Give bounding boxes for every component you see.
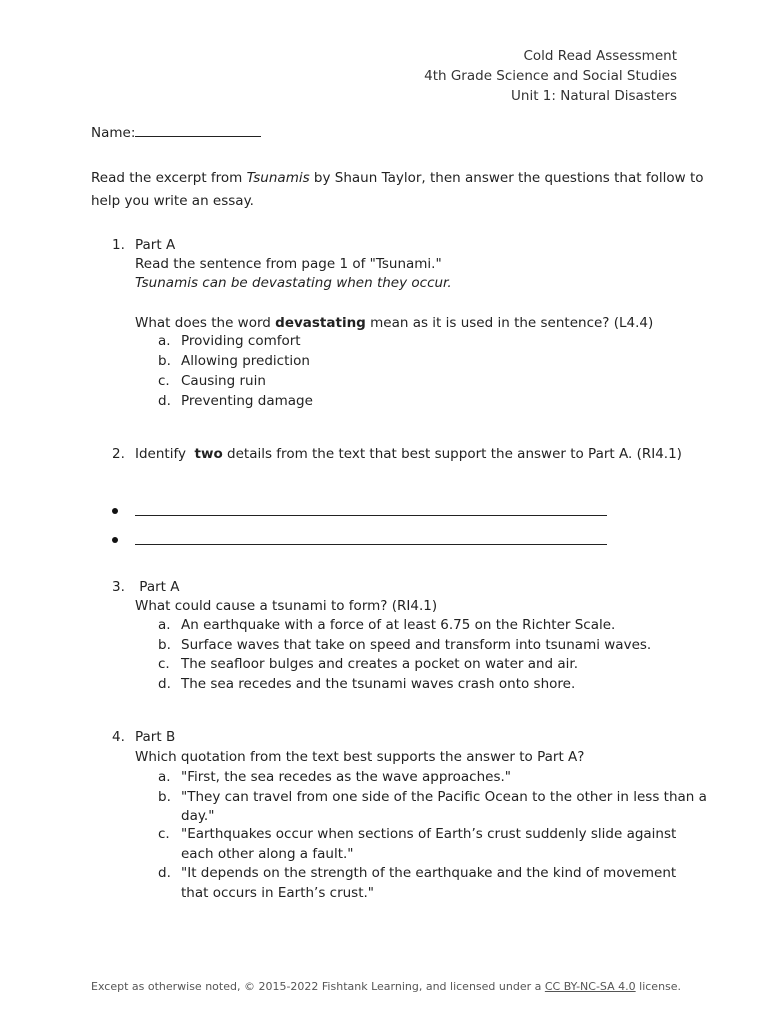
- option-letter: a.: [158, 617, 171, 633]
- question-prompt: [135, 313, 653, 333]
- prompt-text-start: What does the word: [135, 315, 276, 331]
- option-letter: b.: [158, 637, 171, 653]
- option-text-continued: each other along a fault.": [181, 846, 354, 862]
- question-number: 2.: [112, 446, 125, 462]
- name-label: Name:: [91, 125, 136, 141]
- intro-line-1: [91, 168, 704, 188]
- option-text: "It depends on the strength of the earthquake and the kind of movement: [181, 865, 677, 881]
- option-letter: d.: [158, 393, 171, 409]
- prompt-text-start: Identify: [135, 446, 195, 462]
- question-part-label: Part B: [135, 729, 176, 745]
- option-letter: d.: [158, 676, 171, 692]
- option-letter: c.: [158, 373, 170, 389]
- option-letter: b.: [158, 789, 171, 805]
- option-text-continued: day.": [181, 808, 215, 824]
- question-prompt: What could cause a tsunami to form? (RI4.1): [135, 598, 438, 614]
- header-course: 4th Grade Science and Social Studies: [424, 68, 677, 84]
- intro-line-2: help you write an essay.: [91, 193, 254, 209]
- option-text: The sea recedes and the tsunami waves crash onto shore.: [181, 676, 576, 692]
- prompt-text-end: details from the text that best support the answer to Part A. (RI4.1): [222, 446, 682, 462]
- prompt-text-end: mean as it is used in the sentence? (L4.4): [365, 315, 654, 331]
- answer-line-2[interactable]: [135, 544, 607, 545]
- question-number: 1.: [112, 237, 125, 253]
- question-number: 3.: [112, 579, 125, 595]
- option-text: "They can travel from one side of the Pacific Ocean to the other in less than a: [181, 789, 707, 805]
- option-letter: d.: [158, 865, 171, 881]
- option-text: An earthquake with a force of at least 6.75 on the Richter Scale.: [181, 617, 616, 633]
- footer-text-start: Except as otherwise noted, © 2015-2022 Fishtank Learning, and licensed under a: [91, 980, 545, 993]
- question-instruction: Read the sentence from page 1 of "Tsunami.": [135, 256, 442, 272]
- quoted-sentence: [135, 273, 452, 293]
- option-letter: c.: [158, 656, 170, 672]
- option-text: The seafloor bulges and creates a pocket on water and air.: [181, 656, 579, 672]
- bullet-icon: [112, 537, 118, 543]
- option-letter: a.: [158, 769, 171, 785]
- option-letter: c.: [158, 826, 170, 842]
- intro-text-start: Read the excerpt from: [91, 170, 247, 186]
- bullet-icon: [112, 508, 118, 514]
- option-text: Allowing prediction: [181, 353, 310, 369]
- license-link[interactable]: CC BY-NC-SA 4.0: [544, 980, 636, 993]
- license-footer: [91, 979, 681, 995]
- header-assessment-title: Cold Read Assessment: [523, 48, 677, 64]
- question-number: 4.: [112, 729, 125, 745]
- question-prompt: Which quotation from the text best supports the answer to Part A?: [135, 749, 585, 765]
- intro-text-end: by Shaun Taylor, then answer the questions that follow to: [309, 170, 704, 186]
- option-text: Causing ruin: [181, 373, 266, 389]
- option-text-continued: that occurs in Earth’s crust.": [181, 885, 375, 901]
- question-part-label: Part A: [135, 579, 180, 595]
- option-text: Surface waves that take on speed and transform into tsunami waves.: [181, 637, 652, 653]
- option-text: "First, the sea recedes as the wave approaches.": [181, 769, 511, 785]
- question-part-label: Part A: [135, 237, 176, 253]
- emphasis-word: two: [194, 446, 223, 462]
- name-field: [91, 123, 261, 143]
- option-text: "Earthquakes occur when sections of Earth’s crust suddenly slide against: [181, 826, 677, 842]
- name-blank-line[interactable]: [135, 123, 261, 137]
- footer-text-end: license.: [635, 980, 682, 993]
- option-text: Preventing damage: [181, 393, 313, 409]
- vocabulary-word: devastating: [275, 315, 366, 331]
- option-text: Providing comfort: [181, 333, 301, 349]
- header-unit: Unit 1: Natural Disasters: [511, 88, 677, 104]
- answer-line-1[interactable]: [135, 515, 607, 516]
- option-letter: b.: [158, 353, 171, 369]
- book-title: Tsunamis: [246, 170, 310, 186]
- question-prompt: [135, 444, 682, 464]
- quoted-sentence-text: Tsunamis can be devastating when they occur.: [135, 275, 452, 291]
- document-header: [424, 46, 677, 106]
- option-letter: a.: [158, 333, 171, 349]
